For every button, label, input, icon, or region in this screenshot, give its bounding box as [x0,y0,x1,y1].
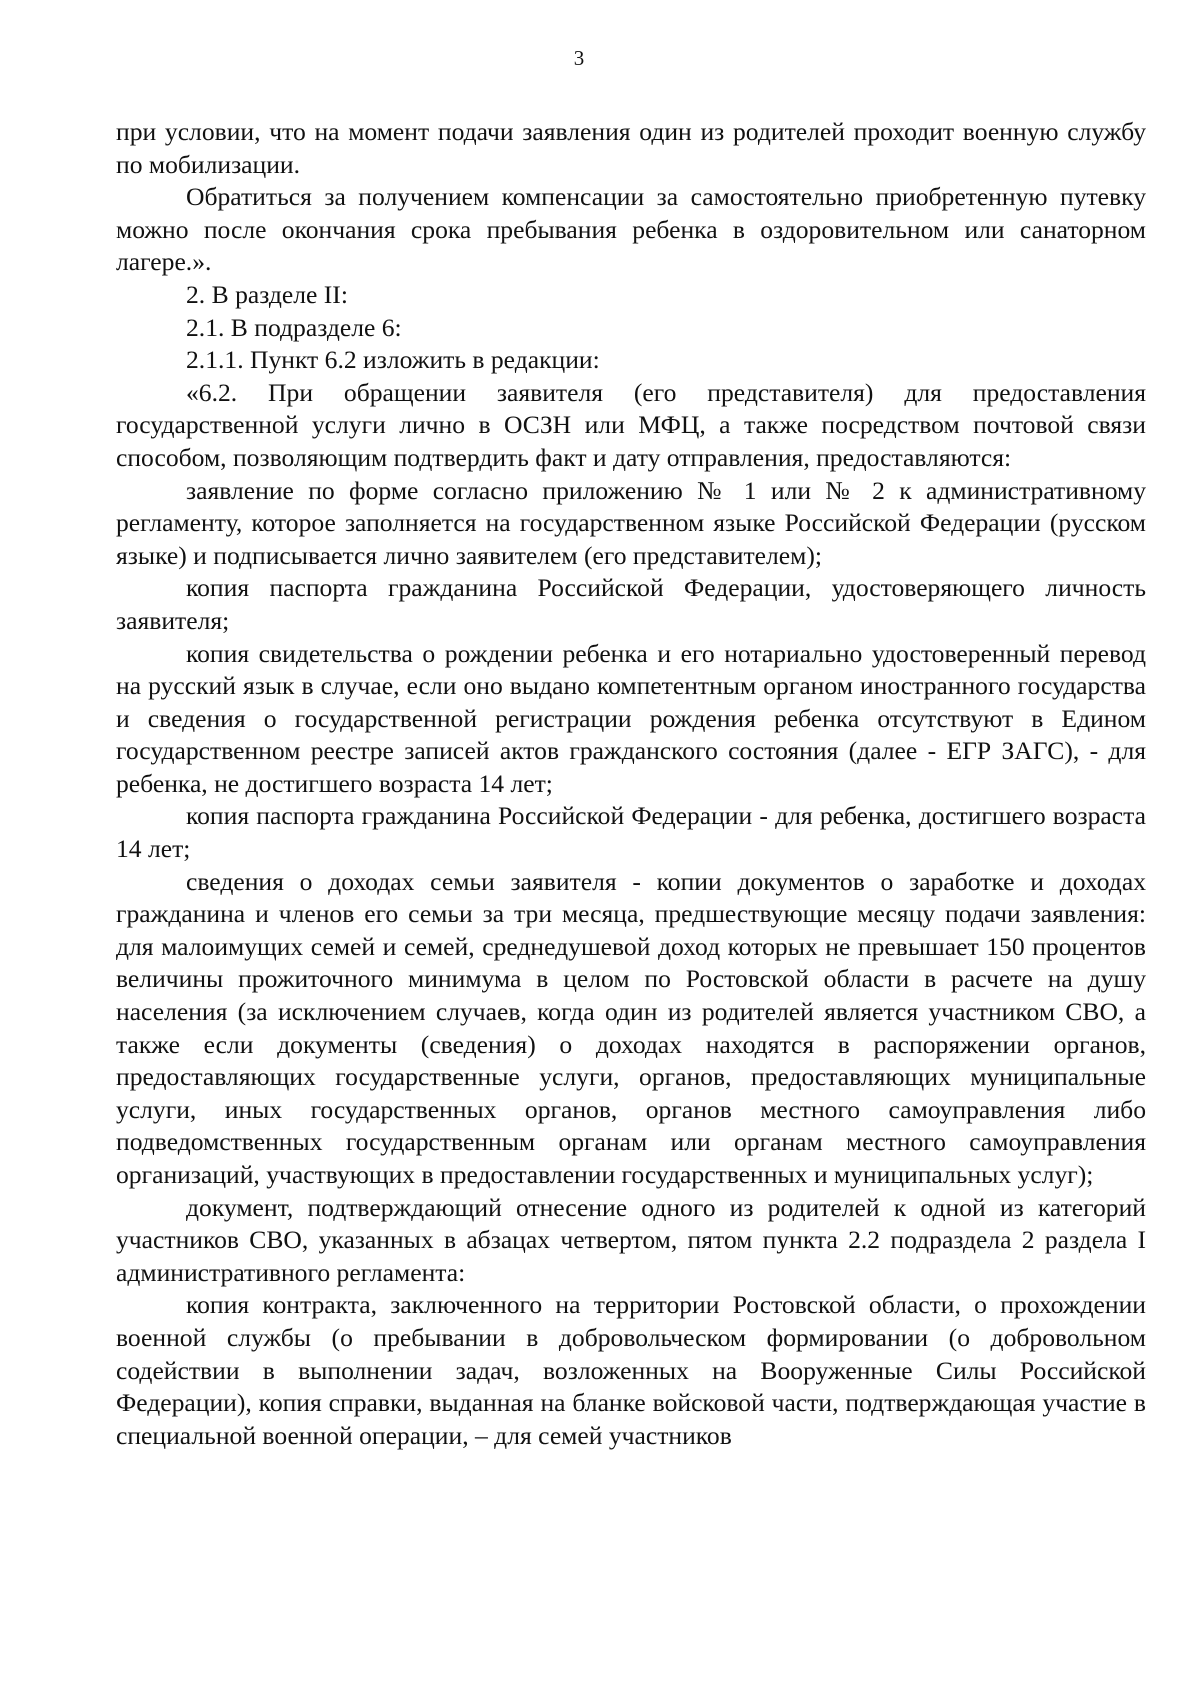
paragraph-10: копия паспорта гражданина Российской Федерации - для ребенка, достигшего возраста 14 лет; [116,801,1146,864]
paragraph-13: копия контракта, заключенного на территории Ростовской области, о прохождении военной службы (о пребывании в добровольческом формировании (о добровольном содействии в выполнении задач, возложенных на Вооруженные Силы Российской Федерации), копия справки, выданная на бланке войсковой части, подтверждающая участие в специальной военной операции, – для семей участников [116,1290,1146,1450]
paragraph-5: 2.1.1. Пункт 6.2 изложить в редакции: [186,345,600,375]
paragraph-7: заявление по форме согласно приложению № 1 или № 2 к административному регламенту, которое заполняется на государственном языке Российской Федерации (русском языке) и подписывается лично заявителем (его представителем); [116,475,1146,570]
paragraph-2: Обратиться за получением компенсации за самостоятельно приобретенную путевку можно после окончания срока пребывания ребенка в оздоровительном или санаторном лагере.». [116,182,1146,277]
paragraph-12: документ, подтверждающий отнесение одного из родителей к одной из категорий участников СВО, указанных в абзацах четвертом, пятом пункта 2.2 подраздела 2 раздела I административного регламента: [116,1192,1146,1287]
document-body [116,116,1146,1452]
paragraph-9: копия свидетельства о рождении ребенка и его нотариально удостоверенный перевод на русский язык в случае, если оно выдано компетентным органом иностранного государства и сведения о государственной регистрации рождения ребенка отсутствуют в Едином государственном реестре записей актов гражданского состояния (далее - ЕГР ЗАГС), - для ребенка, не достигшего возраста 14 лет; [116,638,1146,798]
paragraph-6: «6.2. При обращении заявителя (его представителя) для предоставления государственной услуги лично в ОСЗН или МФЦ, а также посредством почтовой связи способом, позволяющим подтвердить факт и дату отправления, предоставляются: [116,377,1146,472]
paragraph-4: 2.1. В подразделе 6: [186,312,402,342]
page-number: 3 [573,46,585,70]
paragraph-3: 2. В разделе II: [186,279,348,309]
paragraph-1: при условии, что на момент подачи заявления один из родителей проходит военную службу по мобилизации. [116,117,1146,179]
paragraph-11: сведения о доходах семьи заявителя - копии документов о заработке и доходах гражданина и членов его семьи за три месяца, предшествующие месяцу подачи заявления: для малоимущих семей и семей, среднедушевой доход которых не превышает 150 процентов величины прожиточного минимума в целом по Ростовской области в расчете на душу населения (за исключением случаев, когда один из родителей является участником СВО, а также если документы (сведения) о доходах находятся в распоряжении органов, предоставляющих государственные услуги, органов, предоставляющих муниципальные услуги, иных государственных органов, органов местного самоуправления либо подведомственных государственным органам или органам местного самоуправления организаций, участвующих в предоставлении государственных и муниципальных услуг); [116,866,1146,1189]
paragraph-8: копия паспорта гражданина Российской Федерации, удостоверяющего личность заявителя; [116,573,1146,635]
